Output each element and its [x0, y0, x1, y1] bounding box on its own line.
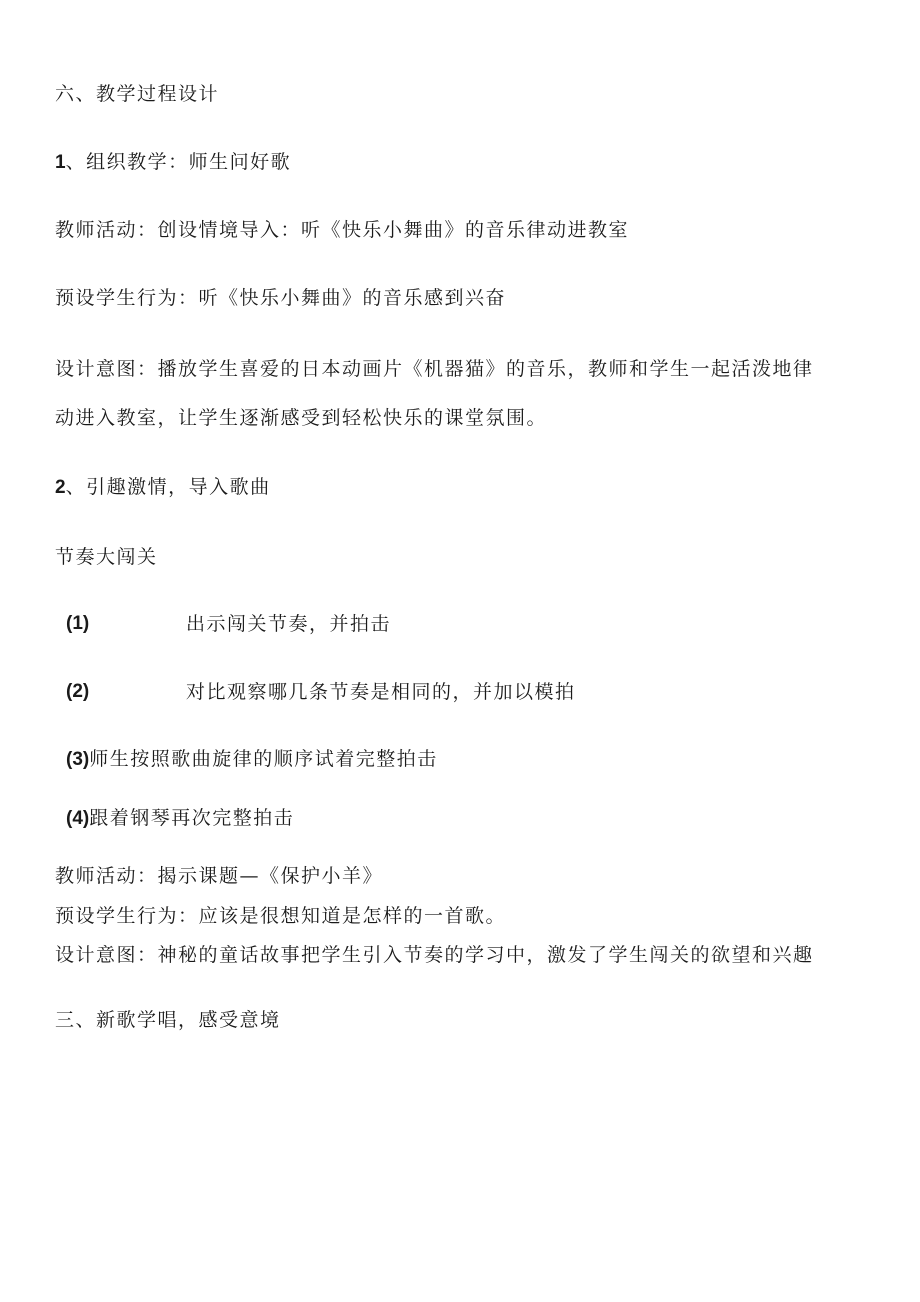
list-item-text: 出示闯关节奏，并拍击 [186, 613, 392, 635]
student-behavior-1: 预设学生行为：听《快乐小舞曲》的音乐感到兴奋 [55, 287, 507, 309]
teacher-activity-1: 教师活动：创设情境导入：听《快乐小舞曲》的音乐律动进教室 [55, 219, 630, 241]
section-heading-six: 六、教学过程设计 [55, 83, 220, 105]
design-intent-2: 设计意图：神秘的童话故事把学生引入节奏的学习中，激发了学生闯关的欲望和兴趣 [55, 944, 814, 966]
list-item [66, 747, 438, 772]
subsection-1-number: 1 [55, 152, 66, 173]
subsection-2-number: 2 [55, 477, 66, 498]
design-intent-1-line-2: 动进入教室，让学生逐渐感受到轻松快乐的课堂氛围。 [55, 407, 548, 429]
teacher-activity-2: 教师活动：揭示课题—《保护小羊》 [55, 865, 384, 887]
rhythm-challenge-title: 节奏大闯关 [55, 546, 158, 568]
list-item-number: (4) [66, 808, 90, 829]
list-item-text: 跟着钢琴再次完整拍击 [89, 807, 295, 829]
subsection-2-title: 、引趣激情，导入歌曲 [65, 476, 271, 498]
list-item-number: (3) [66, 749, 90, 770]
list-item [0, 612, 920, 636]
subsection-2-heading [55, 475, 271, 500]
list-item [0, 680, 920, 704]
list-item-text: 师生按照歌曲旋律的顺序试着完整拍击 [89, 748, 438, 770]
list-item-number: (1) [66, 613, 90, 634]
list-item-text: 对比观察哪几条节奏是相同的，并加以模拍 [186, 681, 576, 703]
subsection-1-title: 、组织教学：师生问好歌 [65, 151, 292, 173]
list-item [66, 806, 294, 831]
list-item-number: (2) [66, 681, 90, 702]
section-heading-three: 三、新歌学唱，感受意境 [55, 1009, 281, 1031]
subsection-1-heading [55, 150, 291, 175]
design-intent-1-line-1: 设计意图：播放学生喜爱的日本动画片《机器猫》的音乐，教师和学生一起活泼地律 [55, 358, 814, 380]
student-behavior-2: 预设学生行为：应该是很想知道是怎样的一首歌。 [55, 905, 507, 927]
